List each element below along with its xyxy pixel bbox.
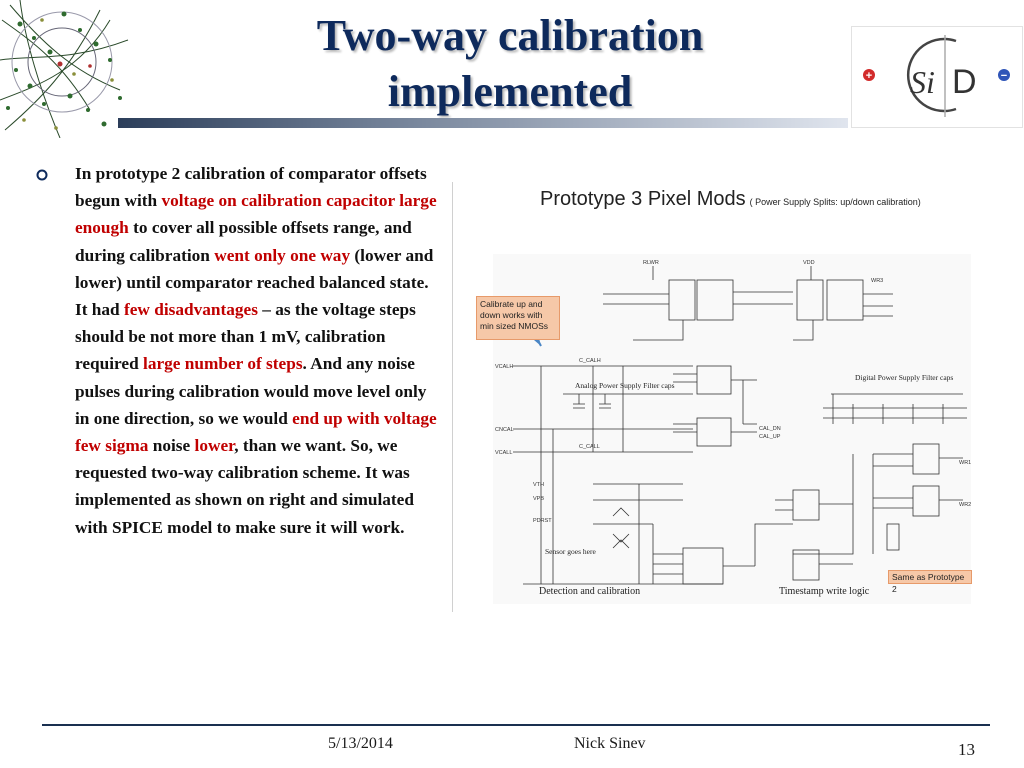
highlight-disadvantages: few disadvantages <box>123 300 258 320</box>
highlight-lower: lower <box>194 436 235 456</box>
body-text-3: (lower and lower) until comparator reached balanced state. It had <box>75 245 434 320</box>
pin-vcall: VCALL <box>495 450 513 456</box>
footer-divider <box>42 724 990 726</box>
pin-cal-dn: CAL_DN <box>759 426 781 432</box>
label-detection-calibration: Detection and calibration <box>539 586 641 597</box>
figure-title-main: Prototype 3 Pixel Mods <box>540 188 746 210</box>
pin-c-calh: C_CALH <box>579 358 601 364</box>
label-digital-filter: Digital Power Supply Filter caps <box>855 373 954 382</box>
particle-event-logo <box>0 0 130 138</box>
minus-sign: − <box>1000 70 1008 82</box>
label-sensor: Sensor goes here <box>545 547 596 556</box>
bullet-paragraph <box>75 160 445 541</box>
column-divider <box>452 182 453 612</box>
highlight-one-way: went only one way <box>214 245 351 265</box>
label-analog-filter: Analog Power Supply Filter caps <box>575 381 675 390</box>
pin-vpb: VPB <box>533 496 545 502</box>
title-underline <box>118 118 848 128</box>
body-text-4: – as the voltage steps should be not more than 1 mV, calibration required <box>75 300 416 374</box>
logo-d-text: D <box>952 63 977 101</box>
logo-si-text: Si <box>910 64 935 100</box>
pin-cal-up: CAL_UP <box>759 434 781 440</box>
pin-pdrst: PDRST <box>533 518 552 524</box>
pin-vdd: VDD <box>803 260 815 266</box>
plus-sign: + <box>865 70 873 82</box>
label-timestamp-logic: Timestamp write logic <box>779 586 870 597</box>
highlight-few-sigma: end up with voltage few sigma <box>75 408 437 456</box>
title-line-2: implemented <box>387 67 633 116</box>
body-text-1: In prototype 2 calibration of comparator offsets begun with <box>75 164 427 211</box>
figure-title <box>540 188 921 211</box>
highlight-number-of-steps: large number of steps <box>143 354 303 374</box>
sid-logo <box>851 26 1023 128</box>
sid-logo-graphic <box>852 27 1022 127</box>
highlight-calibration-capacitor: voltage on calibration capacitor large enough <box>75 191 437 238</box>
pin-vth: VTH <box>533 482 544 488</box>
pin-vcalh: VCALH <box>495 364 514 370</box>
page-number: 13 <box>958 740 975 759</box>
footer-author: Nick Sinev <box>574 735 646 752</box>
body-text-7: , than we want. So, we requested two-way calibration scheme. It was implemented as shown on right and simulated with SPICE model to make sure it will work. <box>75 436 414 537</box>
body-text-6: noise <box>148 436 195 456</box>
pin-wr1: WR1 <box>959 460 971 466</box>
pin-cncal: CNCAL <box>495 427 514 433</box>
prototype2-callout: Same as Prototype 2 <box>888 570 972 584</box>
pin-rlwr: RLWR <box>643 260 659 266</box>
title-line-1: Two-way calibration <box>316 11 704 60</box>
circuit-schematic <box>493 254 971 604</box>
pin-c-call: C_CALL <box>579 444 600 450</box>
body-text-2: to cover all possible offsets range, and during calibration <box>75 218 412 265</box>
slide-title <box>230 8 790 120</box>
calibration-callout: Calibrate up and down works with min sized NMOSs <box>476 296 560 340</box>
figure-subtitle: ( Power Supply Splits: up/down calibration) <box>749 197 921 207</box>
body-text-5: . And any noise pulses during calibration would move level only in one direction, so we would <box>75 354 427 428</box>
footer-date: 5/13/2014 <box>328 735 393 752</box>
pin-wr2: WR2 <box>959 502 971 508</box>
bullet-icon <box>36 169 48 181</box>
pin-wr3: WR3 <box>871 278 884 284</box>
